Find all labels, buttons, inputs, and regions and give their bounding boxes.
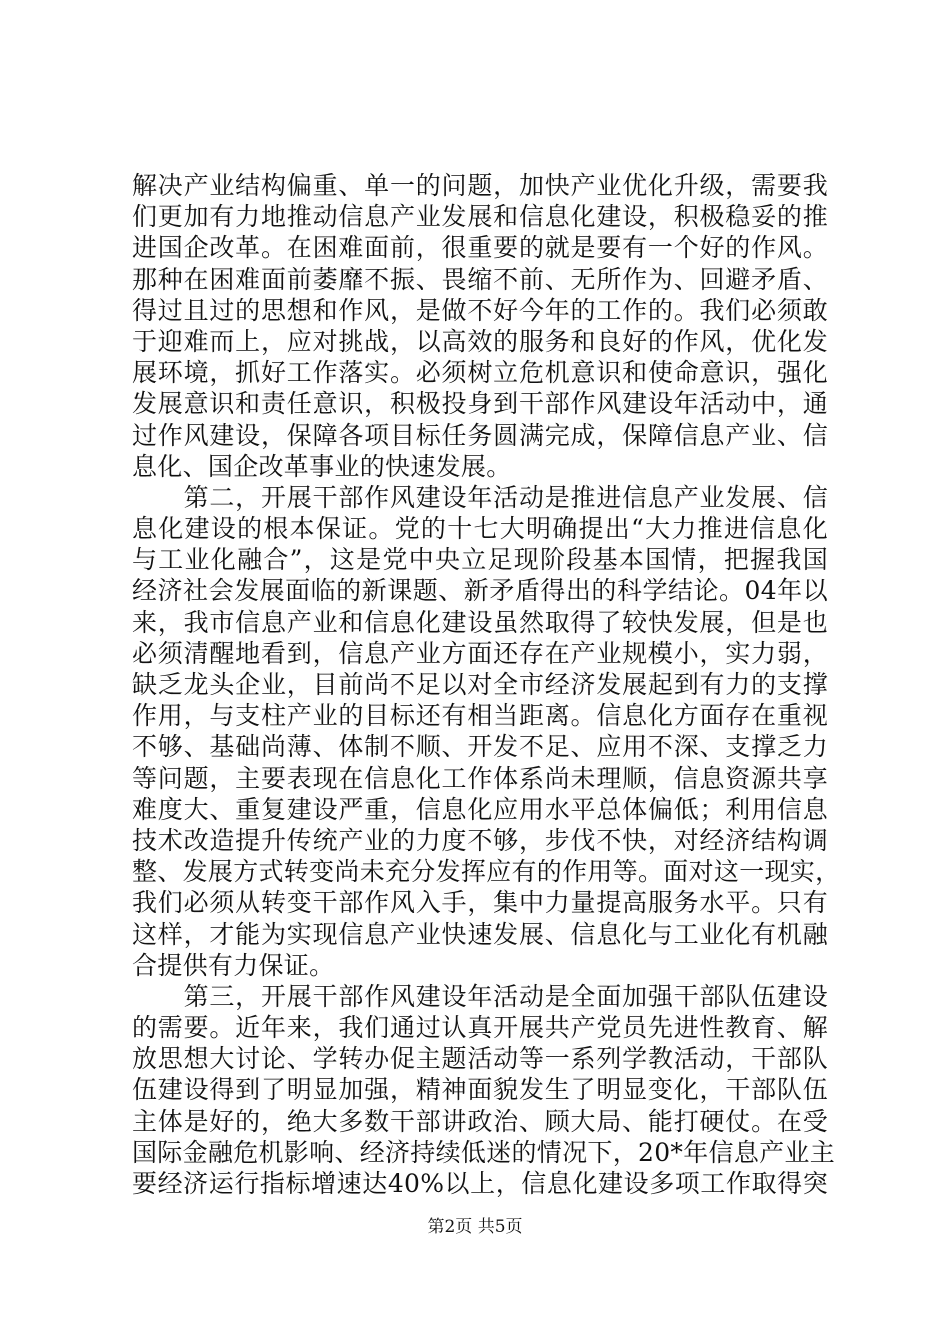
text-line: 解决产业结构偏重、单一的问题，加快产业优化升级，需要我 xyxy=(132,171,828,200)
text-line: 不够、基础尚薄、体制不顺、开发不足、应用不深、支撑乏力 xyxy=(132,732,828,762)
text-line: 发展意识和责任意识，积极投身到干部作风建设年活动中，通 xyxy=(132,389,828,419)
text-line: 于迎难而上，应对挑战，以高效的服务和良好的作风，优化发 xyxy=(132,326,828,356)
text-line: 必须清醒地看到，信息产业方面还存在产业规模小，实力弱， xyxy=(132,638,828,668)
text-line: 们更加有力地推动信息产业发展和信息化建设，积极稳妥的推 xyxy=(132,202,828,232)
text-line: 主体是好的，绝大多数干部讲政治、顾大局、能打硬仗。在受 xyxy=(132,1106,828,1136)
text-line: 与工业化融合”，这是党中央立足现阶段基本国情，把握我国 xyxy=(132,545,828,575)
text-line: 来，我市信息产业和信息化建设虽然取得了较快发展，但是也 xyxy=(132,607,828,637)
text-line: 息化建设的根本保证。党的十七大明确提出“大力推进信息化 xyxy=(132,514,828,544)
text-line: 这样，才能为实现信息产业快速发展、信息化与工业化有机融 xyxy=(132,919,828,949)
text-line: 展环境，抓好工作落实。必须树立危机意识和使命意识，强化 xyxy=(132,358,828,388)
text-line: 那种在困难面前萎靡不振、畏缩不前、无所作为、回避矛盾、 xyxy=(132,264,828,294)
text-line: 等问题，主要表现在信息化工作体系尚未理顺，信息资源共享 xyxy=(132,763,828,793)
text-line: 作用，与支柱产业的目标还有相当距离。信息化方面存在重视 xyxy=(132,701,828,731)
text-line: 的需要。近年来，我们通过认真开展共产党员先进性教育、解 xyxy=(132,1013,828,1043)
text-line: 合提供有力保证。 xyxy=(132,950,335,980)
text-line: 息化、国企改革事业的快速发展。 xyxy=(132,451,512,481)
text-line: 伍建设得到了明显加强，精神面貌发生了明显变化，干部队伍 xyxy=(132,1075,828,1105)
text-line: 技术改造提升传统产业的力度不够，步伐不快，对经济结构调 xyxy=(132,825,828,855)
text-line: 难度大、重复建设严重，信息化应用水平总体偏低；利用信息 xyxy=(132,794,828,824)
text-line: 整、发展方式转变尚未充分发挥应有的作用等。面对这一现实， xyxy=(132,857,841,887)
text-line: 过作风建设，保障各项目标任务圆满完成，保障信息产业、信 xyxy=(132,420,828,450)
document-body xyxy=(132,170,841,1199)
page-footer: 第2页 共5页 xyxy=(427,1217,523,1237)
text-line: 经济社会发展面临的新课题、新矛盾得出的科学结论。04年以 xyxy=(132,576,828,606)
text-line: 进国企改革。在困难面前，很重要的就是要有一个好的作风。 xyxy=(132,233,828,263)
text-line: 要经济运行指标增速达40%以上，信息化建设多项工作取得突 xyxy=(132,1169,828,1198)
text-line: 国际金融危机影响、经济持续低迷的情况下，20*年信息产业主 xyxy=(132,1137,836,1167)
text-line: 我们必须从转变干部作风入手，集中力量提高服务水平。只有 xyxy=(132,888,828,918)
text-line: 放思想大讨论、学转办促主题活动等一系列学教活动，干部队 xyxy=(132,1044,828,1074)
text-line: 缺乏龙头企业，目前尚不足以对全市经济发展起到有力的支撑 xyxy=(132,670,828,699)
text-line: 第三，开展干部作风建设年活动是全面加强干部队伍建设 xyxy=(132,981,828,1011)
text-line: 第二，开展干部作风建设年活动是推进信息产业发展、信 xyxy=(132,482,828,512)
text-line: 得过且过的思想和作风，是做不好今年的工作的。我们必须敢 xyxy=(132,295,828,325)
